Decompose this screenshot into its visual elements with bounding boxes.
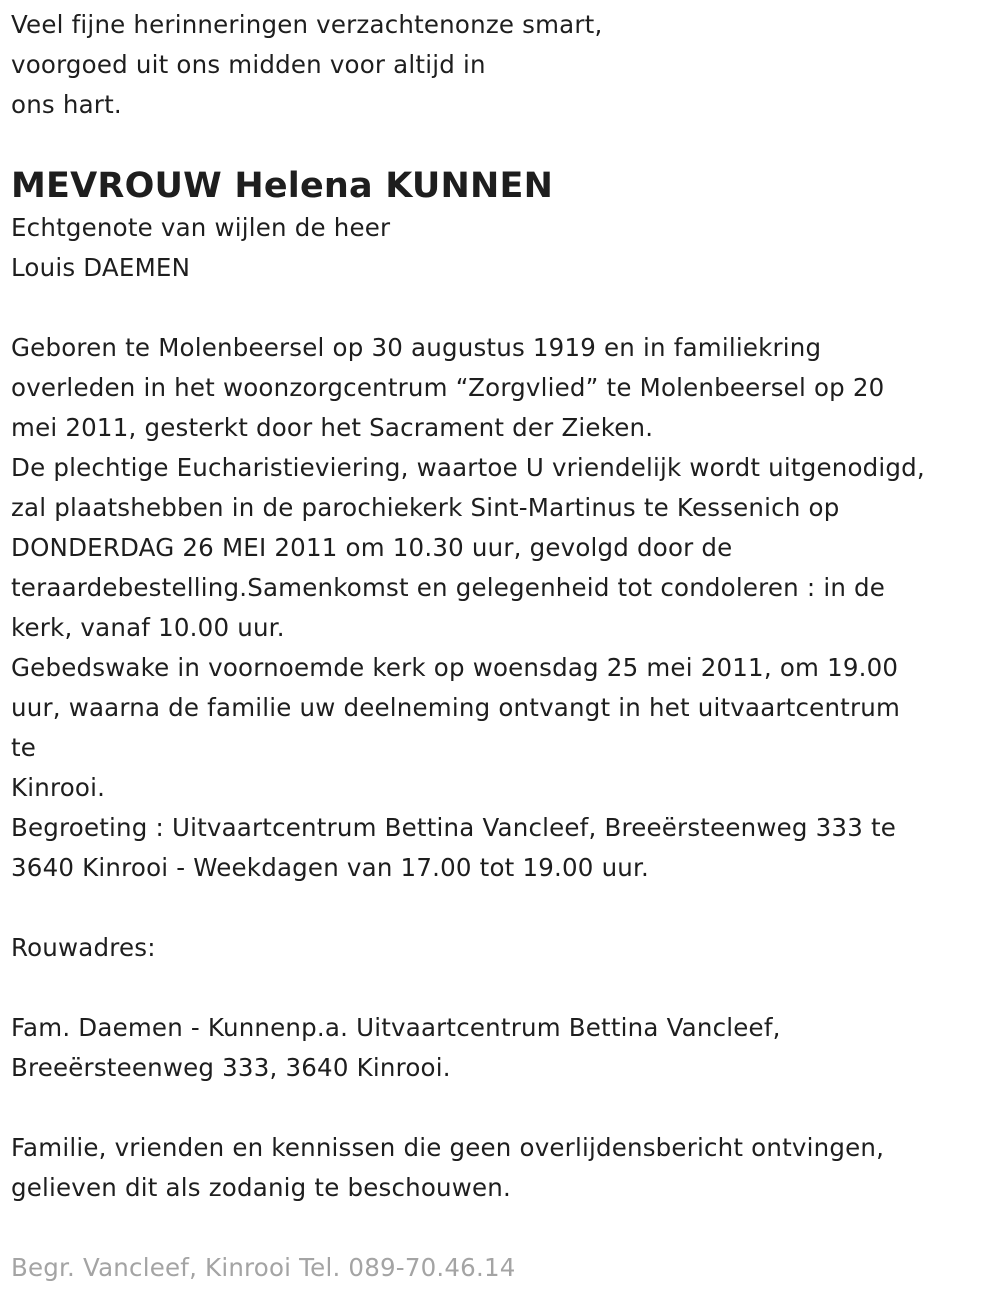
details-line: Gebedswake in voornoemde kerk op woensdag 25 mei 2011, om 19.00 <box>11 653 899 682</box>
spouse-info <box>11 208 996 288</box>
family-notice <box>11 1128 996 1208</box>
funeral-director-footer: Begr. Vancleef, Kinrooi Tel. 089-70.46.14 <box>11 1253 516 1282</box>
rouwadres-label: Rouwadres: <box>11 933 156 962</box>
details-line: zal plaatshebben in de parochiekerk Sint-Martinus te Kessenich op <box>11 493 840 522</box>
details-line: uur, waarna de familie uw deelneming ontvangt in het uitvaartcentrum <box>11 693 901 722</box>
details-line: Geboren te Molenbeersel op 30 augustus 1919 en in familiekring <box>11 333 822 362</box>
spacer <box>11 1088 996 1128</box>
address-line: Fam. Daemen - Kunnenp.a. Uitvaartcentrum Bettina Vancleef, <box>11 1013 781 1042</box>
details-line: Kinrooi. <box>11 773 106 802</box>
verse-line: voorgoed uit ons midden voor altijd in <box>11 50 486 79</box>
spouse-line: Louis DAEMEN <box>11 253 191 282</box>
spacer <box>11 968 996 1008</box>
memorial-verse <box>11 5 996 125</box>
details-line: kerk, vanaf 10.00 uur. <box>11 613 285 642</box>
details-line: teraardebestelling.Samenkomst en gelegenheid tot condoleren : in de <box>11 573 886 602</box>
address-line: Breeërsteenweg 333, 3640 Kinrooi. <box>11 1053 451 1082</box>
details-line: Begroeting : Uitvaartcentrum Bettina Vancleef, Breeërsteenweg 333 te <box>11 813 897 842</box>
details-line: De plechtige Eucharistieviering, waartoe U vriendelijk wordt uitgenodigd, <box>11 453 925 482</box>
notice-line: Familie, vrienden en kennissen die geen overlijdensbericht ontvingen, <box>11 1133 885 1162</box>
notice-line: gelieven dit als zodanig te beschouwen. <box>11 1173 512 1202</box>
details-line: overleden in het woonzorgcentrum “Zorgvlied” te Molenbeersel op 20 <box>11 373 885 402</box>
obituary-notice <box>11 0 996 1288</box>
rouwadres-address <box>11 1008 996 1088</box>
details-line: te <box>11 733 37 762</box>
verse-line: ons hart. <box>11 90 122 119</box>
details-line: mei 2011, gesterkt door het Sacrament der Zieken. <box>11 413 654 442</box>
funeral-details <box>11 328 996 888</box>
spacer <box>11 1208 996 1248</box>
verse-line: Veel fijne herinneringen verzachtenonze smart, <box>11 10 603 39</box>
spouse-line: Echtgenote van wijlen de heer <box>11 213 391 242</box>
spacer <box>11 288 996 328</box>
deceased-name: MEVROUW Helena KUNNEN <box>11 166 554 206</box>
spacer <box>11 888 996 928</box>
details-line: DONDERDAG 26 MEI 2011 om 10.30 uur, gevolgd door de <box>11 533 733 562</box>
details-line: 3640 Kinrooi - Weekdagen van 17.00 tot 19.00 uur. <box>11 853 650 882</box>
